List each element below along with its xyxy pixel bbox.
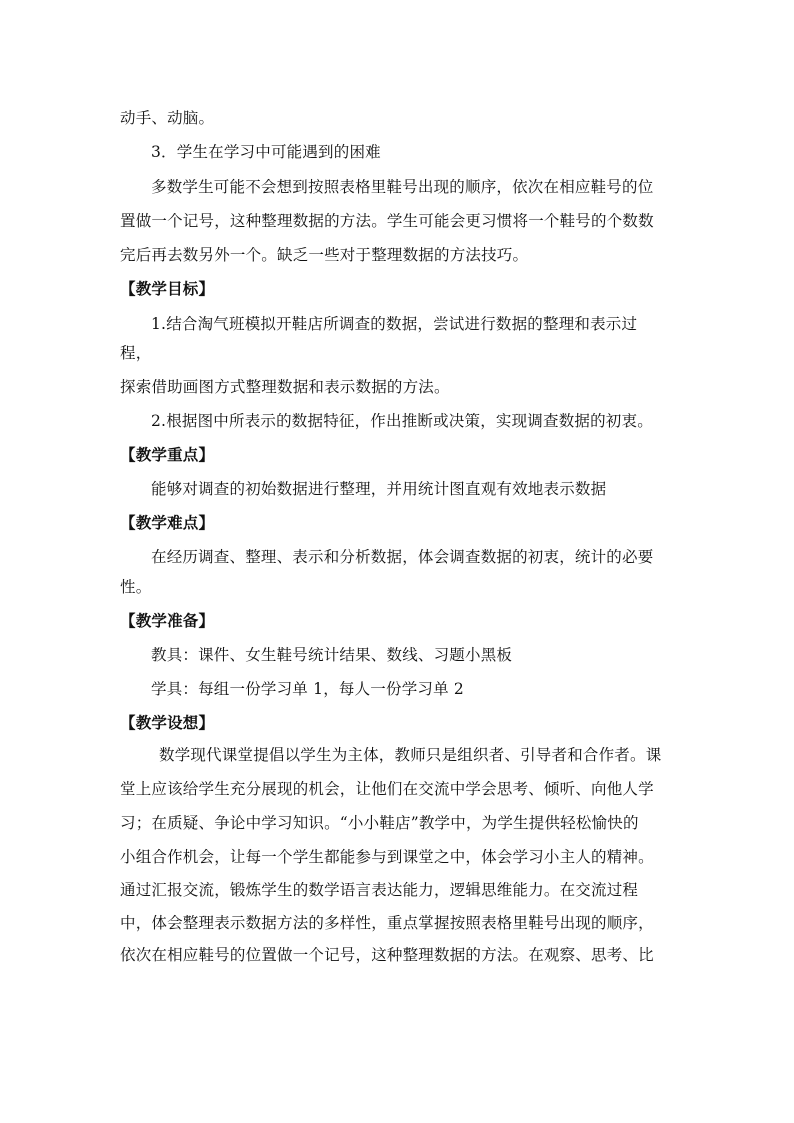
heading-teaching-concept: 【教学设想】	[120, 713, 215, 732]
text-line: 置做一个记号，这种整理数据的方法。学生可能会更习惯将一个鞋号的个数数	[120, 212, 654, 230]
goal-item-1: 1.结合淘气班模拟开鞋店所调查的数据，尝试进行数据的整理和表示过	[151, 315, 638, 333]
text-line: 习；在质疑、争论中学习知识。“小小鞋店”教学中，为学生提供轻松愉快的	[120, 814, 639, 832]
text-line: 小组合作机会，让每一个学生都能参与到课堂之中，体会学习小主人的精神。	[120, 848, 654, 866]
text-line: 完后再去数另外一个。缺乏一些对于整理数据的方法技巧。	[120, 246, 529, 264]
heading-difficulties: 【教学难点】	[120, 513, 215, 532]
text-line: 堂上应该给学生充分展现的机会，让他们在交流中学会思考、倾听、向他人学	[120, 780, 654, 798]
text-line: 性。	[120, 578, 152, 596]
text-line: 数学现代课堂提倡以学生为主体，教师只是组织者、引导者和合作者。课	[159, 746, 662, 764]
heading-preparation: 【教学准备】	[120, 611, 215, 630]
text-line: 学具：每组一份学习单 1，每人一份学习单 2	[151, 680, 464, 698]
text-line: 教具：课件、女生鞋号统计结果、数线、习题小黑板	[151, 646, 513, 664]
text-line: 通过汇报交流，锻炼学生的数学语言表达能力，逻辑思维能力。在交流过程	[120, 881, 639, 899]
text-line: 能够对调查的初始数据进行整理，并用统计图直观有效地表示数据	[151, 480, 607, 498]
heading-key-points: 【教学重点】	[120, 445, 215, 464]
text-line: 在经历调查、整理、表示和分析数据，体会调查数据的初衷，统计的必要	[151, 548, 654, 566]
text-line: 多数学生可能不会想到按照表格里鞋号出现的顺序，依次在相应鞋号的位	[151, 178, 654, 196]
goal-item-2: 2.根据图中所表示的数据特征，作出推断或决策，实现调查数据的初衷。	[151, 412, 653, 430]
heading-teaching-goals: 【教学目标】	[120, 279, 215, 298]
text-line: 中，体会整理表示数据方法的多样性，重点掌握按照表格里鞋号出现的顺序，	[120, 914, 654, 932]
text-line: 动手、动脑。	[120, 109, 215, 127]
text-line: 程，	[120, 344, 152, 362]
text-line: 探索借助画图方式整理数据和表示数据的方法。	[120, 378, 450, 396]
text-line: 依次在相应鞋号的位置做一个记号，这种整理数据的方法。在观察、思考、比	[120, 946, 654, 964]
section-item-3: 3．学生在学习中可能遇到的困难	[151, 143, 381, 161]
